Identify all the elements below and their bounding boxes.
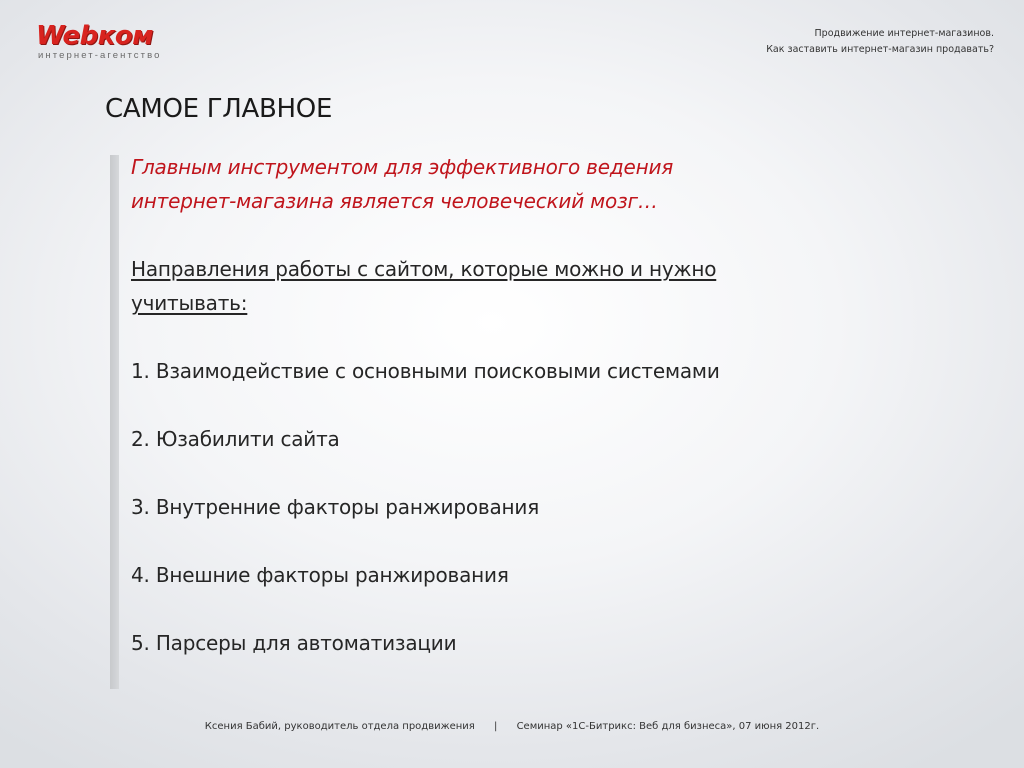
footer-event: Семинар «1С-Битрикс: Веб для бизнеса», 07 июня 2012г. xyxy=(516,721,820,732)
company-logo xyxy=(36,22,186,62)
directions-heading-line: учитывать: xyxy=(131,291,248,315)
header-caption xyxy=(766,26,994,58)
list-item: 2. Юзабилити сайта xyxy=(131,427,340,451)
header-line-1: Продвижение интернет-магазинов. xyxy=(814,28,994,39)
directions-heading-line: Направления работы с сайтом, которые можно и нужно xyxy=(131,257,717,281)
footer-separator: | xyxy=(494,721,498,732)
header-line-2: Как заставить интернет-магазин продавать? xyxy=(766,44,994,55)
slide-title: САМОЕ ГЛАВНОЕ xyxy=(105,94,333,124)
footer-author: Ксения Бабий, руководитель отдела продвижения xyxy=(204,721,475,732)
logo-wordmark: Webком xyxy=(36,21,154,51)
list-item: 4. Внешние факторы ранжирования xyxy=(131,563,509,587)
intro-line: интернет-магазина является человеческий мозг… xyxy=(131,189,658,213)
accent-side-bar xyxy=(110,155,119,689)
list-item: 5. Парсеры для автоматизации xyxy=(131,631,457,655)
slide-content xyxy=(131,150,931,694)
list-item: 3. Внутренние факторы ранжирования xyxy=(131,495,540,519)
slide-footer xyxy=(0,721,1024,732)
directions-list xyxy=(131,354,931,660)
intro-statement xyxy=(131,150,931,218)
list-item: 1. Взаимодействие с основными поисковыми системами xyxy=(131,359,720,383)
logo-tagline: интернет-агентство xyxy=(38,50,162,61)
intro-line: Главным инструментом для эффективного ведения xyxy=(131,155,674,179)
directions-heading xyxy=(131,252,931,320)
